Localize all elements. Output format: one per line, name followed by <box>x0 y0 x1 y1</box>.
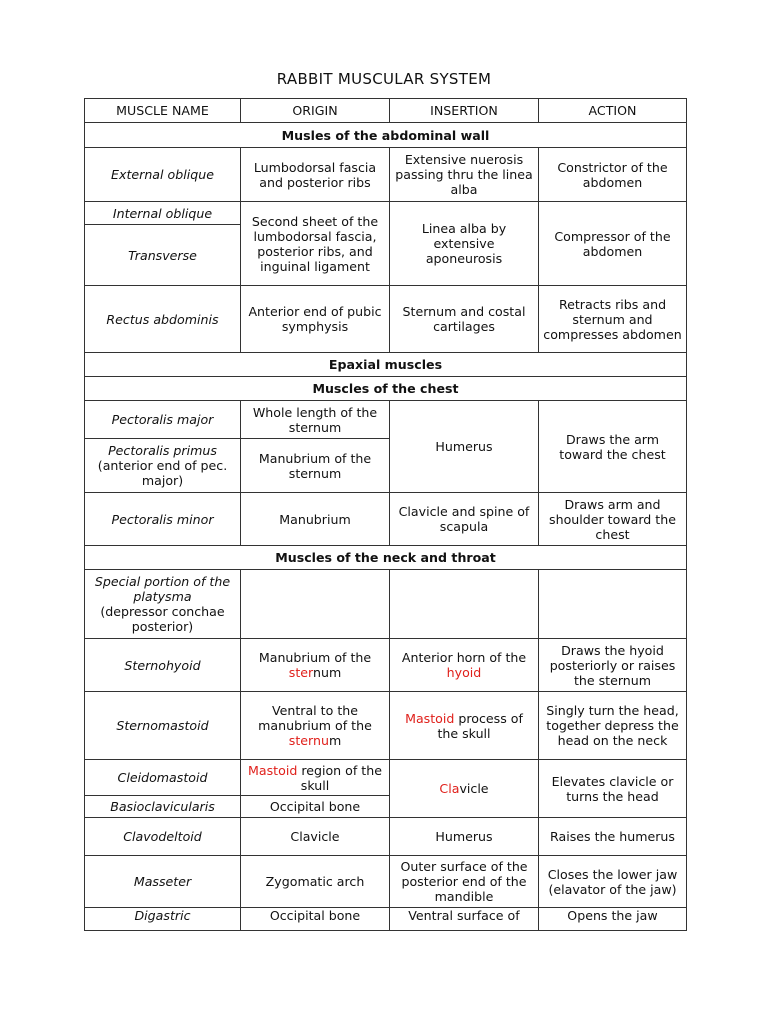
muscle-name: Rectus abdominis <box>85 286 241 353</box>
muscle-name-note: (anterior end of pec. major) <box>97 458 228 488</box>
action-cell: Constrictor of the abdomen <box>539 148 687 202</box>
insertion-cell <box>390 692 539 760</box>
table-row <box>85 908 687 931</box>
muscle-name: Pectoralis major <box>85 401 241 439</box>
muscle-name: Clavodeltoid <box>85 818 241 856</box>
insertion-text: vicle <box>459 781 489 796</box>
action-cell: Singly turn the head, together depress the head on the neck <box>539 692 687 760</box>
section-chest: Muscles of the chest <box>85 377 687 401</box>
muscle-name: Sternohyoid <box>85 639 241 692</box>
origin-cell: Zygomatic arch <box>241 856 390 908</box>
insertion-cell <box>390 760 539 818</box>
muscle-table <box>84 98 687 931</box>
muscle-name: Basioclavicularis <box>85 796 241 818</box>
insertion-text: process of the skull <box>437 710 523 741</box>
origin-cell: Clavicle <box>241 818 390 856</box>
origin-cell: Second sheet of the lumbodorsal fascia, posterior ribs, and inguinal ligament <box>241 202 390 286</box>
insertion-cell: Linea alba by extensive aponeurosis <box>390 202 539 286</box>
insertion-text: Anterior horn of the <box>401 650 527 665</box>
origin-cell: Occipital bone <box>241 908 390 931</box>
table-row <box>85 202 687 225</box>
table-row <box>85 639 687 692</box>
table-row <box>85 692 687 760</box>
action-cell <box>539 570 687 639</box>
section-row <box>85 123 687 148</box>
origin-cell: Occipital bone <box>241 796 390 818</box>
origin-cell: Whole length of the sternum <box>241 401 390 439</box>
page-title: RABBIT MUSCULAR SYSTEM <box>276 70 492 88</box>
table-row <box>85 493 687 546</box>
action-cell: Raises the humerus <box>539 818 687 856</box>
origin-cell <box>241 692 390 760</box>
muscle-name: Pectoralis minor <box>85 493 241 546</box>
insertion-cell <box>390 639 539 692</box>
insertion-cell: Extensive nuerosis passing thru the linea alba <box>390 148 539 202</box>
action-cell: Elevates clavicle or turns the head <box>539 760 687 818</box>
action-cell: Draws arm and shoulder toward the chest <box>539 493 687 546</box>
muscle-name: Cleidomastoid <box>85 760 241 796</box>
origin-text: Manubrium of the <box>258 650 372 665</box>
muscle-name: Special portion of the platysma <box>94 574 231 604</box>
muscle-name-cell <box>85 439 241 493</box>
insertion-highlight: Cla <box>439 781 460 796</box>
origin-cell <box>241 760 390 796</box>
header-row <box>85 99 687 123</box>
action-cell: Opens the jaw <box>539 908 687 931</box>
origin-text: m <box>328 733 342 748</box>
action-cell: Retracts ribs and sternum and compresses abdomen <box>539 286 687 353</box>
origin-cell <box>241 639 390 692</box>
insertion-cell <box>390 570 539 639</box>
origin-cell: Manubrium of the sternum <box>241 439 390 493</box>
origin-highlight: sternu <box>288 733 329 748</box>
muscle-name: Transverse <box>85 225 241 286</box>
insertion-cell: Clavicle and spine of scapula <box>390 493 539 546</box>
header-origin: ORIGIN <box>241 99 390 123</box>
section-neck-throat: Muscles of the neck and throat <box>85 546 687 570</box>
action-cell: Draws the arm toward the chest <box>539 401 687 493</box>
origin-cell: Manubrium <box>241 493 390 546</box>
origin-cell: Anterior end of pubic symphysis <box>241 286 390 353</box>
muscle-name: Pectoralis primus <box>108 443 217 458</box>
insertion-highlight: Mastoid <box>405 710 455 726</box>
section-row <box>85 377 687 401</box>
header-muscle-name: MUSCLE NAME <box>85 99 241 123</box>
table-row <box>85 856 687 908</box>
header-insertion: INSERTION <box>390 99 539 123</box>
muscle-name: Masseter <box>85 856 241 908</box>
table-row <box>85 401 687 439</box>
muscle-name: Internal oblique <box>85 202 241 225</box>
insertion-cell: Ventral surface of <box>390 908 539 931</box>
insertion-cell: Humerus <box>390 401 539 493</box>
origin-cell: Lumbodorsal fascia and posterior ribs <box>241 148 390 202</box>
table-row <box>85 570 687 639</box>
section-epaxial: Epaxial muscles <box>85 353 687 377</box>
origin-text: num <box>312 665 342 680</box>
action-cell: Draws the hyoid posteriorly or raises the sternum <box>539 639 687 692</box>
origin-cell <box>241 570 390 639</box>
section-row <box>85 353 687 377</box>
action-cell: Compressor of the abdomen <box>539 202 687 286</box>
origin-highlight: Mastoid <box>248 762 298 778</box>
action-cell: Closes the lower jaw (elavator of the jaw) <box>539 856 687 908</box>
insertion-cell: Humerus <box>390 818 539 856</box>
insertion-highlight: hyoid <box>446 665 482 680</box>
section-row <box>85 546 687 570</box>
muscle-name: Sternomastoid <box>85 692 241 760</box>
header-action: ACTION <box>539 99 687 123</box>
muscle-name-note: (depressor conchae posterior) <box>100 604 225 634</box>
muscle-name: Digastric <box>85 908 241 931</box>
muscle-name: External oblique <box>85 148 241 202</box>
insertion-cell: Sternum and costal cartilages <box>390 286 539 353</box>
muscle-name-cell <box>85 570 241 639</box>
insertion-cell: Outer surface of the posterior end of the mandible <box>390 856 539 908</box>
table-row <box>85 760 687 796</box>
table-row <box>85 148 687 202</box>
origin-highlight: ster <box>288 665 313 680</box>
origin-text: region of the skull <box>297 762 382 793</box>
origin-text: Ventral to the manubrium of the <box>258 703 372 733</box>
table-row <box>85 818 687 856</box>
section-abdominal-wall: Musles of the abdominal wall <box>85 123 687 148</box>
table-row <box>85 286 687 353</box>
